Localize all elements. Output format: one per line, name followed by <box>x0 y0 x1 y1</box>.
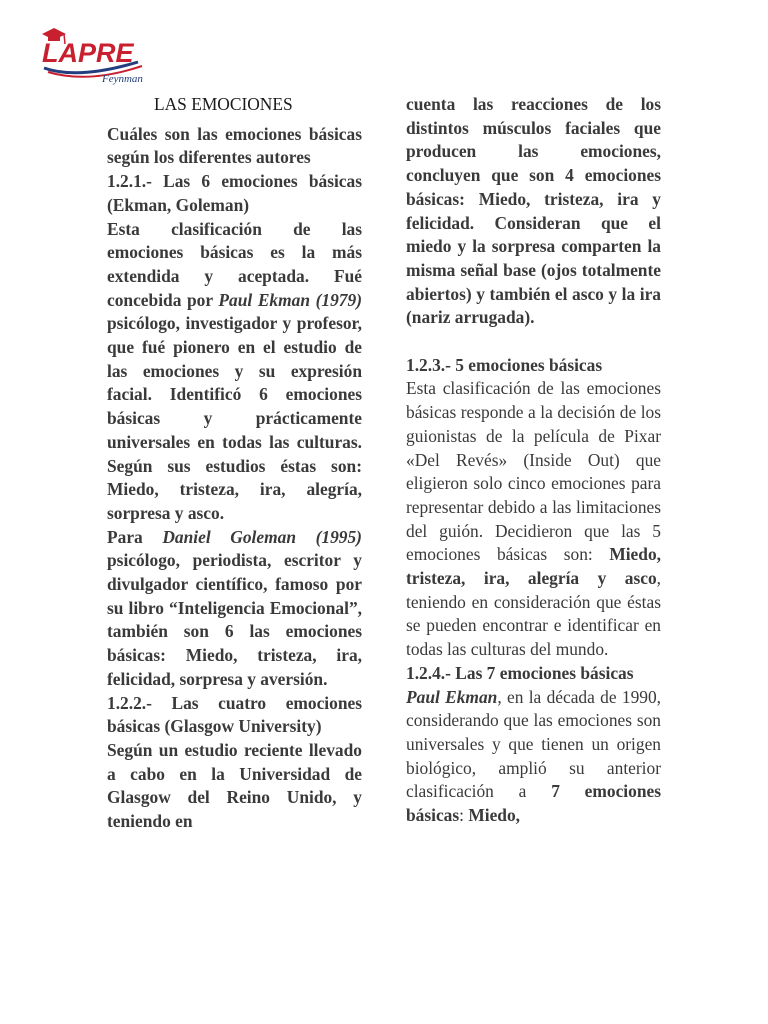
document-title: LAS EMOCIONES <box>154 94 293 114</box>
lapre-feynman-logo <box>38 24 156 90</box>
paragraph-glasgow: Según un estudio reciente llevado a cabo en la Universidad de Glasgow del Reino Unido, y teniendo en <box>107 739 362 832</box>
section-heading-1-2-2: 1.2.2.- Las cuatro emociones básicas (Glasgow University) <box>107 692 362 737</box>
text-run: , teniendo en consideración que éstas se pueden encontrar e identificar en todas las culturas del mundo. <box>406 568 661 660</box>
text-run: Esta clasificación de las emociones básicas es la más extendida y aceptada. Fué concebida por <box>107 218 362 310</box>
paragraph-glasgow-continued: cuenta las reacciones de los distintos músculos faciales que producen las emociones, concluyen que son 4 emociones básicas: Miedo, tristeza, ira y felicidad. Consideran que el miedo y la sorpresa comparten la misma señal base (ojos totalmente abiertos) y también el asco y la ira (nariz arrugada). <box>406 94 661 328</box>
author-ekman: Paul Ekman (1979) <box>218 289 362 310</box>
paragraph-seven-emotions <box>406 686 661 828</box>
logo-text-sub: Feynman <box>102 73 143 85</box>
section-heading-main: Cuáles son las emociones básicas según los diferentes autores <box>107 123 362 168</box>
left-column <box>107 93 362 834</box>
author-goleman: Daniel Goleman (1995) <box>162 526 362 547</box>
logo-text-main: LAPRE <box>42 38 134 68</box>
spacer <box>406 330 661 354</box>
paragraph-goleman <box>107 526 362 692</box>
text-run: Esta clasificación de las emociones básicas responde a la decisión de los guionistas de la película de Pixar «Del Revés» (Inside Out) que eligieron solo cinco emociones para representar debido a las limitaciones del guión. Decidieron que las 5 emociones básicas son: <box>406 378 661 565</box>
paragraph-ekman <box>107 218 362 526</box>
emphasis-miedo: Miedo, <box>468 805 521 826</box>
text-run: Para <box>107 526 163 547</box>
section-heading-1-2-1: 1.2.1.- Las 6 emociones básicas (Ekman, Goleman) <box>107 171 362 215</box>
emphasis-five-emotions: Miedo, tristeza, ira, alegría y asco <box>406 544 661 589</box>
text-run: psicólogo, periodista, escritor y divulgador científico, famoso por su libro “Inteligencia Emocional”, también son 6 las emociones básicas: Miedo, tristeza, ira, felicidad, sorpresa y aversión. <box>107 550 362 689</box>
text-run: , en la década de 1990, considerando que las emociones son universales y que tienen un origen biológico, amplió su anterior clasificación a <box>406 686 662 802</box>
emphasis-seven-emotions: 7 emociones básicas <box>406 781 661 826</box>
section-heading-1-2-3: 1.2.3.- 5 emociones básicas <box>406 354 603 375</box>
right-column <box>406 93 661 828</box>
paragraph-pixar <box>406 377 661 661</box>
text-run: : <box>459 805 469 826</box>
author-ekman-2: Paul Ekman <box>406 686 498 707</box>
section-heading-1-2-4: 1.2.4.- Las 7 emociones básicas <box>406 662 634 683</box>
text-run: psicólogo, investigador y profesor, que fué pionero en el estudio de las emociones y su expresión facial. Identificó 6 emociones básicas y prácticamente universales en todas las culturas. Según sus estudios éstas son: Miedo, tristeza, ira, alegría, sorpresa y asco. <box>107 313 362 523</box>
